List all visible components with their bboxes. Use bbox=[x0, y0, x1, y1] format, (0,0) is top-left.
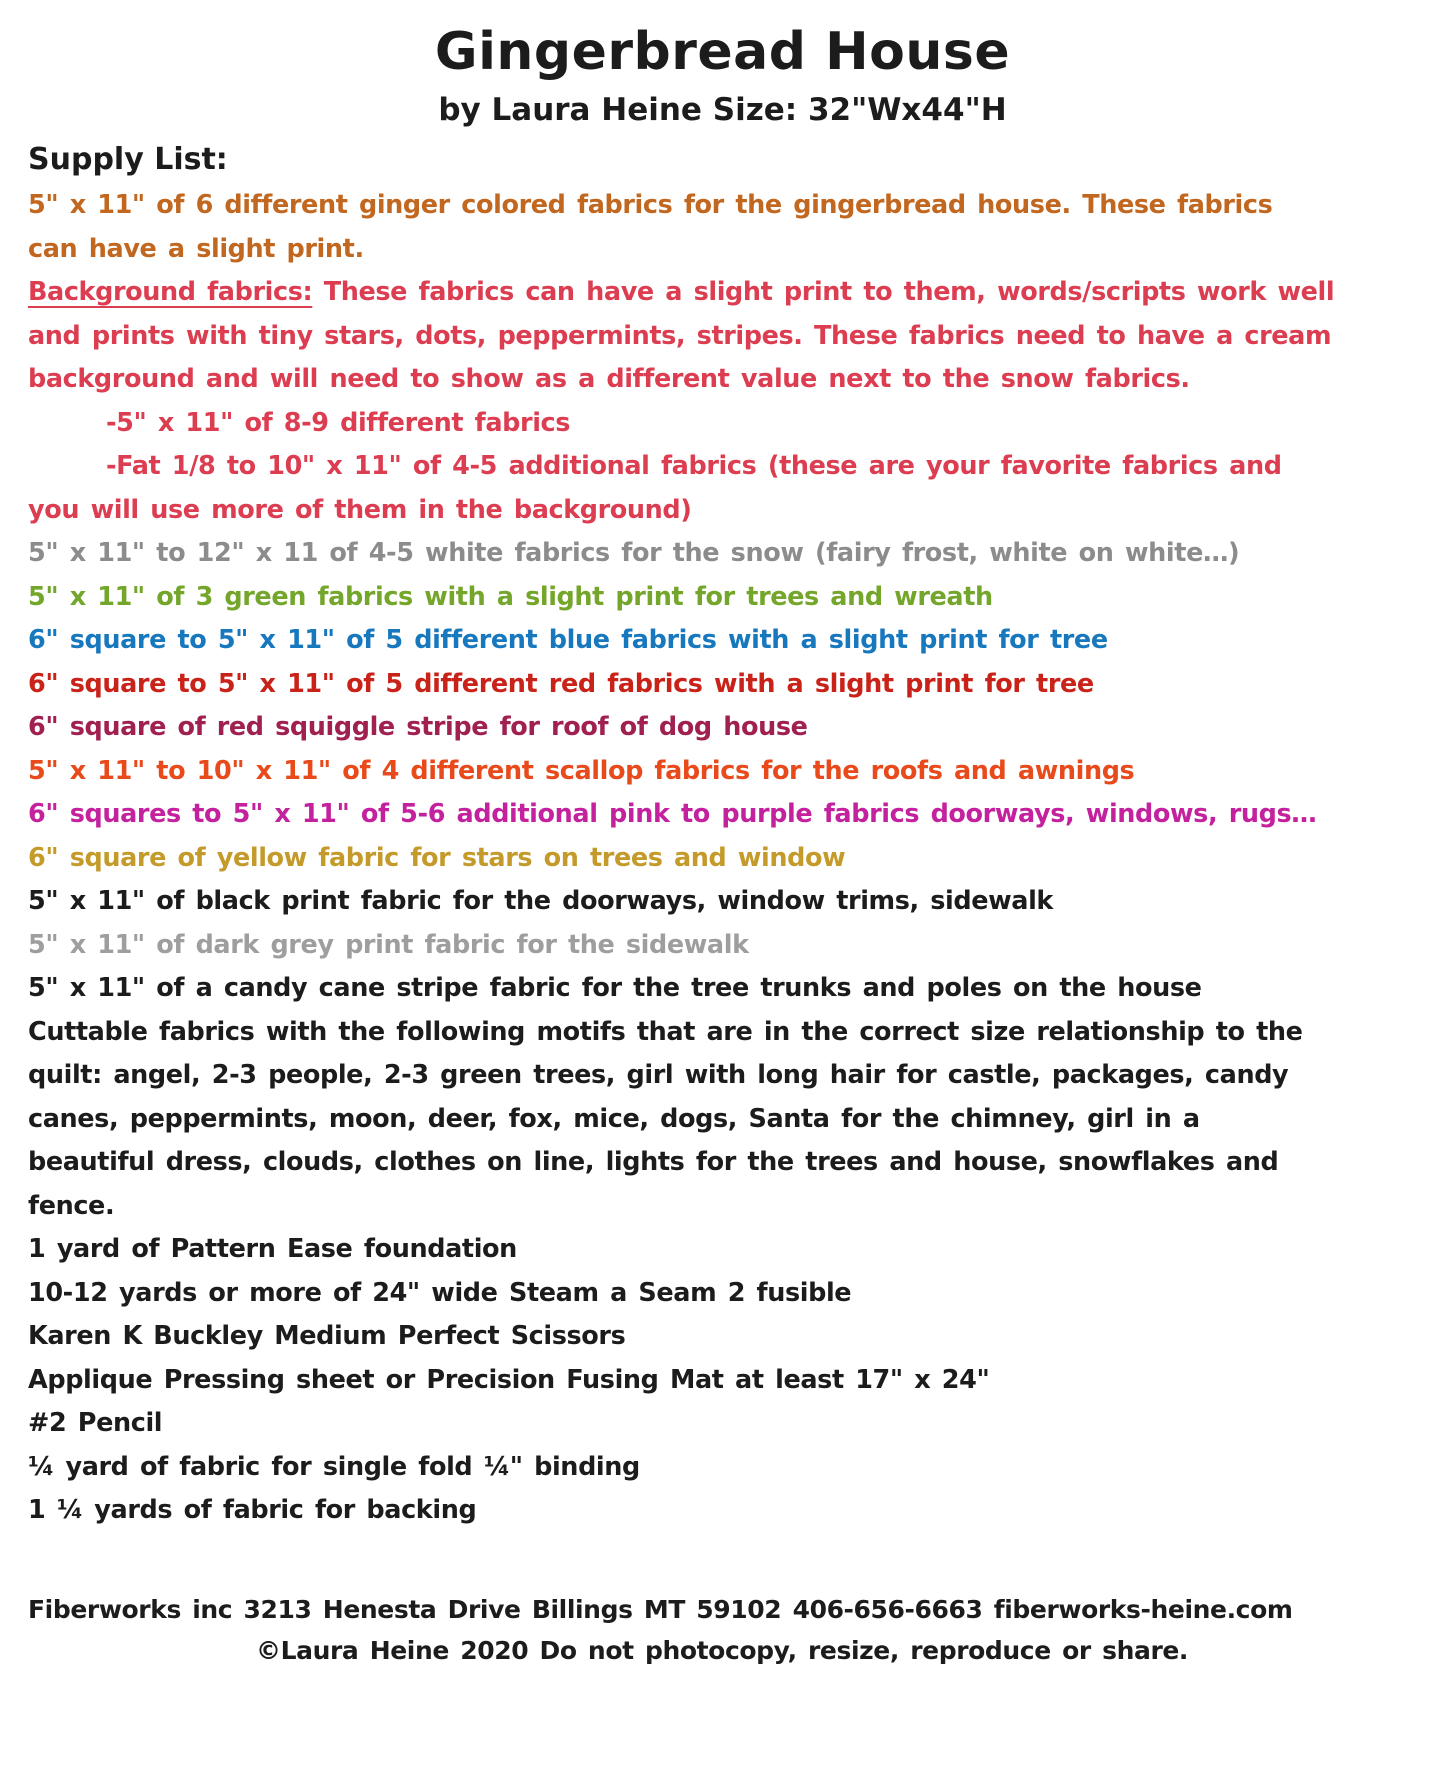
supply-line bbox=[28, 576, 1417, 620]
supply-line-text: can have a slight print. bbox=[28, 233, 364, 264]
supply-line bbox=[28, 532, 1417, 576]
supply-line-text: 1 yard of Pattern Ease foundation bbox=[28, 1234, 517, 1264]
footer-copyright-line: ©Laura Heine 2020 Do not photocopy, resize, reproduce or share. bbox=[256, 1635, 1189, 1665]
supply-line-text: 5" x 11" of a candy cane stripe fabric for the tree trunks and poles on the house bbox=[28, 973, 1202, 1003]
supply-line bbox=[28, 1446, 1417, 1490]
supply-line-text: Applique Pressing sheet or Precision Fusing Mat at least 17" x 24" bbox=[28, 1364, 990, 1395]
footer bbox=[28, 1589, 1417, 1671]
supply-line bbox=[28, 750, 1417, 794]
supply-line-text: 6" square of yellow fabric for stars on trees and window bbox=[28, 842, 846, 873]
supply-line bbox=[28, 1054, 1417, 1098]
supply-line bbox=[28, 1141, 1417, 1185]
supply-line-text: and prints with tiny stars, dots, peppermints, stripes. These fabrics need to have a cream bbox=[28, 320, 1332, 351]
supply-line bbox=[28, 271, 1417, 315]
supply-line-text: These fabrics can have a slight print to them, words/scripts work well bbox=[312, 277, 1335, 307]
page-title: Gingerbread House bbox=[434, 22, 1011, 82]
supply-line-text: 5" x 11" of dark grey print fabric for the sidewalk bbox=[28, 929, 749, 960]
supply-line bbox=[28, 619, 1417, 663]
supply-line bbox=[28, 445, 1417, 489]
supply-line-text: 1 ¼ yards of fabric for backing bbox=[28, 1495, 477, 1525]
supply-line bbox=[28, 1011, 1417, 1055]
supply-line bbox=[28, 184, 1417, 228]
supply-line-text: 5" x 11" of 6 different ginger colored fabrics for the gingerbread house. These fabrics bbox=[28, 190, 1273, 220]
supply-line-text: fence. bbox=[28, 1190, 115, 1221]
supply-line-text: 5" x 11" to 10" x 11" of 4 different scallop fabrics for the roofs and awnings bbox=[28, 755, 1135, 786]
supply-line bbox=[28, 793, 1417, 837]
supply-line-text: beautiful dress, clouds, clothes on line, lights for the trees and house, snowflakes and bbox=[28, 1147, 1279, 1177]
supply-line-text: 6" square of red squiggle stripe for roof of dog house bbox=[28, 712, 808, 742]
supply-line-underlined-lead: Background fabrics: bbox=[28, 277, 313, 307]
footer-contact-line: Fiberworks inc 3213 Henesta Drive Billings MT 59102 406-656-6663 fiberworks-heine.com bbox=[28, 1594, 1293, 1624]
supply-line-text: quilt: angel, 2-3 people, 2-3 green trees, girl with long hair for castle, packages, candy bbox=[28, 1060, 1289, 1090]
supply-line bbox=[28, 315, 1417, 359]
supply-line-text: you will use more of them in the background) bbox=[28, 494, 692, 525]
supply-line bbox=[28, 706, 1417, 750]
supply-line bbox=[28, 1272, 1417, 1316]
supply-line bbox=[28, 967, 1417, 1011]
supply-line-text: Cuttable fabrics with the following motifs that are in the correct size relationship to the bbox=[28, 1016, 1303, 1047]
supply-line-text: 5" x 11" to 12" x 11 of 4-5 white fabrics for the snow (fairy frost, white on white…) bbox=[28, 538, 1240, 568]
supply-line-text: Karen K Buckley Medium Perfect Scissors bbox=[28, 1321, 626, 1351]
supply-line bbox=[28, 1402, 1417, 1446]
supply-line-text: 6" squares to 5" x 11" of 5-6 additional pink to purple fabrics doorways, windows, rugs… bbox=[28, 799, 1317, 829]
supply-line bbox=[28, 924, 1417, 968]
supply-line bbox=[28, 880, 1417, 924]
supply-line bbox=[28, 837, 1417, 881]
supply-line bbox=[28, 1185, 1417, 1229]
page-subtitle: by Laura Heine Size: 32"Wx44"H bbox=[438, 92, 1007, 128]
supply-line-text: #2 Pencil bbox=[28, 1408, 163, 1438]
supply-line bbox=[28, 402, 1417, 446]
supply-line bbox=[28, 358, 1417, 402]
supply-list-heading: Supply List: bbox=[28, 142, 228, 177]
supply-line-text: 6" square to 5" x 11" of 5 different red fabrics with a slight print for tree bbox=[28, 668, 1094, 699]
supply-line-text: canes, peppermints, moon, deer, fox, mice, dogs, Santa for the chimney, girl in a bbox=[28, 1103, 1200, 1134]
supply-line bbox=[28, 1359, 1417, 1403]
supply-list bbox=[28, 184, 1417, 1533]
supply-line bbox=[28, 1489, 1417, 1533]
supply-line-text: 6" square to 5" x 11" of 5 different blue fabrics with a slight print for tree bbox=[28, 625, 1108, 655]
supply-line-text: -5" x 11" of 8-9 different fabrics bbox=[106, 407, 571, 438]
supply-line bbox=[28, 489, 1417, 533]
supply-line-text: -Fat 1/8 to 10" x 11" of 4-5 additional fabrics (these are your favorite fabrics and bbox=[106, 451, 1282, 481]
supply-line-text: background and will need to show as a different value next to the snow fabrics. bbox=[28, 364, 1190, 394]
supply-line bbox=[28, 663, 1417, 707]
supply-line bbox=[28, 1228, 1417, 1272]
supply-line-text: 5" x 11" of 3 green fabrics with a slight print for trees and wreath bbox=[28, 581, 993, 612]
supply-line-text: 10-12 yards or more of 24" wide Steam a Seam 2 fusible bbox=[28, 1277, 852, 1308]
supply-line bbox=[28, 1315, 1417, 1359]
supply-line-text: ¼ yard of fabric for single fold ¼" binding bbox=[28, 1451, 640, 1482]
supply-line bbox=[28, 1098, 1417, 1142]
supply-line-text: 5" x 11" of black print fabric for the doorways, window trims, sidewalk bbox=[28, 886, 1053, 916]
supply-line bbox=[28, 228, 1417, 272]
